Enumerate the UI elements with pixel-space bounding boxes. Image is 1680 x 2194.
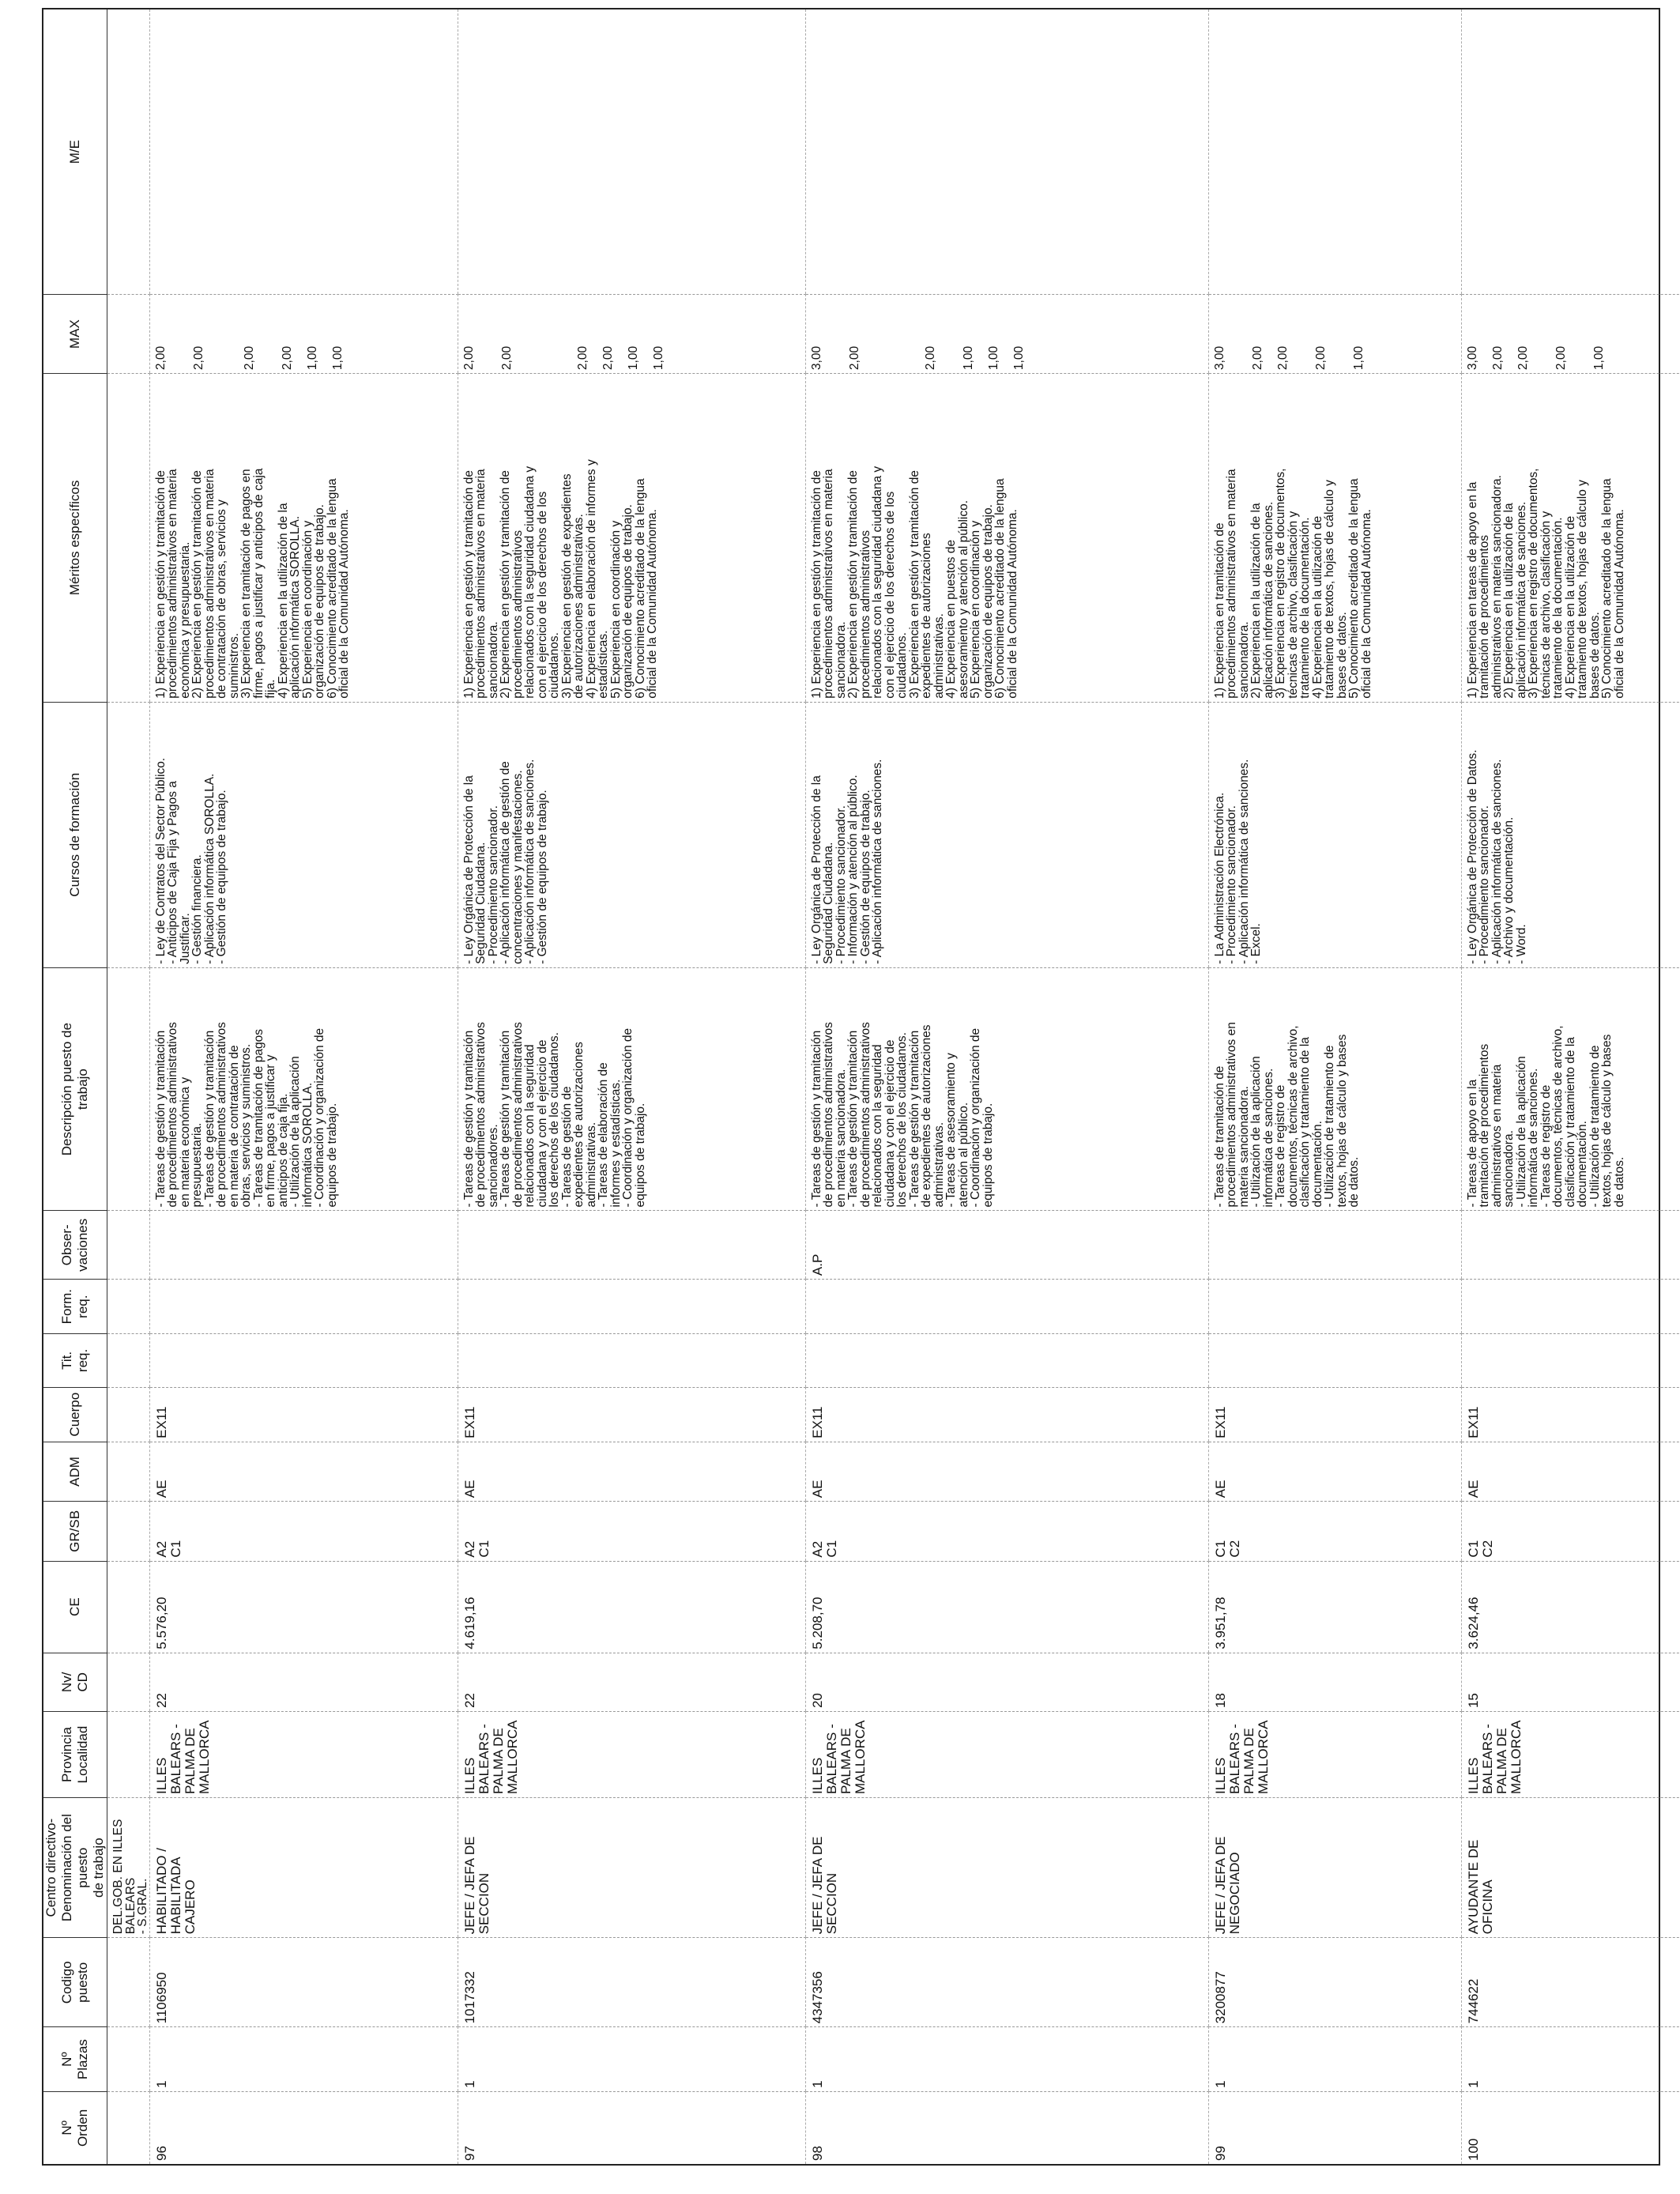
cell-denominacion: JEFE / JEFA DE NEGOCIADO [1208,1798,1461,1938]
job-positions-table [43,9,1680,2164]
header-obs: Obser- vaciones [43,1211,107,1280]
cell-grsb: A2 C1 [149,1502,458,1561]
cell-max: 3,00 2,00 2,00 1,00 1,00 1,00 [805,295,1208,374]
cell-denominacion: HABILITADO / HABILITADA CAJERO [149,1798,458,1938]
table-row [1461,9,1680,2164]
cell-provincia: ILLES BALEARS - PALMA DE MALLORCA [1208,1712,1461,1798]
cell-descripcion: - Tareas de tramitación de procedimientos administrativos en materia sancionadora. - Utilización de la aplicación informática de sanciones. - Tareas de registro de documentos, técnicas de archivo, clasificación y tratamiento de la documentación. - Utilización de tratamiento de textos, hojas de cálculo y bases de datos. [1208,967,1461,1211]
cell-ce: 4.619,16 [458,1561,805,1653]
group-label: DEL.GOB. EN ILLES BALEARS - S.GRAL. [107,1798,150,1938]
cell-cursos: - La Administración Electrónica. - Procedimiento sancionador. - Aplicación informática de sanciones. - Excel. [1208,702,1461,967]
cell-plazas: 1 [1461,2027,1680,2091]
cell-grsb: C1 C2 [1208,1502,1461,1561]
cell-tit [805,1334,1208,1387]
cell-plazas: 1 [805,2027,1208,2091]
cell-provincia: ILLES BALEARS - PALMA DE MALLORCA [458,1712,805,1798]
header-meritos: Méritos específicos [43,374,107,703]
cell-obs [1461,1211,1680,1280]
cell-denominacion: AYUDANTE DE OFICINA [1461,1798,1680,1938]
cell-codigo: 1106950 [149,1938,458,2027]
header-cuerpo: Cuerpo [43,1387,107,1442]
cell-cuerpo: EX11 [805,1387,1208,1442]
cell-cursos: - Ley Orgánica de Protección de la Seguridad Ciudadana. - Procedimiento sancionador. - Información y atención al público. - Gestión de equipos de trabajo. - Aplicación informática de sanciones. [805,702,1208,967]
document-page [42,8,1660,2166]
cell-ce: 5.208,70 [805,1561,1208,1653]
cell-plazas: 1 [458,2027,805,2091]
cell-descripcion: - Tareas de gestión y tramitación de procedimientos administrativos en materia sancionadora. - Tareas de gestión y tramitación de procedimientos administrativos relacionados con la seguridad ciudadana y con el ejercicio de los derechos de los ciudadanos. - Tareas de gestión y tramitación de expedientes de autorizaciones administrativas. - Tareas de asesoramiento y atención al público. - Coordinación y organización de equipos de trabajo. [805,967,1208,1211]
group-row [107,9,150,2164]
header-centro: Centro directivo- Denominación del puesto de trabajo [43,1798,107,1938]
cell-plazas: 1 [1208,2027,1461,2091]
cell-meritos: 1) Experiencia en gestión y tramitación de procedimientos administrativos en materia sancionadora. 2) Experiencia en gestión y tramitación de procedimientos administrativos relacionados con la seguridad ciudadana y con el ejercicio de los derechos de los ciudadanos. 3) Experiencia en gestión y tramitación de expedientes de autorizaciones administrativas. 4) Experiencia en puestos de asesoramiento y atención al público. 5) Experiencia en coordinación y organización de equipos de trabajo. 6) Conocimiento acreditado de la lengua oficial de la Comunidad Autónoma. [805,374,1208,703]
cell-codigo: 3200877 [1208,1938,1461,2027]
cell-cuerpo: EX11 [458,1387,805,1442]
cell-grsb: A2 C1 [805,1502,1208,1561]
cell-grsb: C1 C2 [1461,1502,1680,1561]
cell-me [458,9,805,295]
table-row [805,9,1208,2164]
cell-form [1208,1280,1461,1334]
cell-meritos: 1) Experiencia en tareas de apoyo en la tramitación de procedimientos administrativos en materia sancionadora. 2) Experiencia en la utilización de la aplicación informática de sanciones. 3) Experiencia en registro de documentos, técnicas de archivo, clasificación y tratamiento de la documentación. 4) Experiencia en la utilización de tratamiento de textos, hojas de cálculo y bases de datos. 5) Conocimiento acreditado de la lengua oficial de la Comunidad Autónoma. [1461,374,1680,703]
header-provincia: Provincia Localidad [43,1712,107,1798]
cell-orden: 100 [1461,2091,1680,2164]
cell-obs [1208,1211,1461,1280]
cell-tit [458,1334,805,1387]
cell-meritos: 1) Experiencia en gestión y tramitación de procedimientos administrativos en materia económica y presupuestaria. 2) Experiencia en gestión y tramitación de procedimientos administrativos en materia de contratación de obras, servicios y suministros. 3) Experiencia en tramitación de pagos en firme, pagos a justificar y anticipos de caja fija. 4) Experiencia en la utilización de la aplicación informática SOROLLA. 5) Experiencia en coordinación y organización de equipos de trabajo. 6) Conocimiento acreditado de la lengua oficial de la Comunidad Autónoma. [149,374,458,703]
header-orden: Nº Orden [43,2091,107,2164]
cell-descripcion: - Tareas de gestión y tramitación de procedimientos administrativos sancionadores. - Tareas de gestión y tramitación de procedimientos administrativos relacionados con la seguridad ciudadana y con el ejercicio de los derechos de los ciudadanos. - Tareas de gestión de expedientes de autorizaciones administrativas. - Tareas de elaboración de informes y estadísticas. - Coordinación y organización de equipos de trabajo. [458,967,805,1211]
cell-denominacion: JEFE / JEFA DE SECCION [458,1798,805,1938]
cell-denominacion: JEFE / JEFA DE SECCION [805,1798,1208,1938]
cell-provincia: ILLES BALEARS - PALMA DE MALLORCA [805,1712,1208,1798]
cell-orden: 98 [805,2091,1208,2164]
cell-provincia: ILLES BALEARS - PALMA DE MALLORCA [1461,1712,1680,1798]
cell-orden: 97 [458,2091,805,2164]
cell-adm: AE [149,1442,458,1501]
header-ce: CE [43,1561,107,1653]
cell-cursos: - Ley Orgánica de Protección de Datos. - Procedimiento sancionador. - Aplicación informática de sanciones. - Archivo y documentación. - Word. [1461,702,1680,967]
cell-cursos: - Ley de Contratos del Sector Público. - Anticipos de Caja Fija y Pagos a Justificar. - Gestión financiera. - Aplicación informática SOROLLA. - Gestión de equipos de trabajo. [149,702,458,967]
cell-form [805,1280,1208,1334]
cell-descripcion: - Tareas de gestión y tramitación de procedimientos administrativos en materia económica y presupuestaria. - Tareas de gestión y tramitación de procedimientos administrativos en materia de contratación de obras, servicios y suministros. - Tareas de tramitación de pagos en firme, pagos a justificar y anticipos de caja fija. - Utilización de la aplicación informática SOROLLA. - Coordinación y organización de equipos de trabajo. [149,967,458,1211]
cell-ce: 3.951,78 [1208,1561,1461,1653]
header-cursos: Cursos de formación [43,702,107,967]
cell-adm: AE [1208,1442,1461,1501]
cell-adm: AE [805,1442,1208,1501]
cell-meritos: 1) Experiencia en gestión y tramitación de procedimientos administrativos en materia sancionadora. 2) Experiencia en gestión y tramitación de procedimientos administrativos relacionados con la seguridad ciudadana y con el ejercicio de los derechos de los ciudadanos. 3) Experiencia en gestión de expedientes de autorizaciones administrativas. 4) Experiencia en elaboración de informes y estadísticas. 5) Experiencia en coordinación y organización de equipos de trabajo. 6) Conocimiento acreditado de la lengua oficial de la Comunidad Autónoma. [458,374,805,703]
cell-max: 3,00 2,00 2,00 2,00 1,00 [1208,295,1461,374]
rotated-table-canvas [43,9,1659,2164]
header-max: MAX [43,295,107,374]
cell-tit [1461,1334,1680,1387]
cell-me [1461,9,1680,295]
header-descripcion: Descripción puesto de trabajo [43,967,107,1211]
cell-form [458,1280,805,1334]
table-row [458,9,805,2164]
cell-adm: AE [1461,1442,1680,1501]
cell-cuerpo: EX11 [1208,1387,1461,1442]
header-codigo: Codigo puesto [43,1938,107,2027]
cell-form [1461,1280,1680,1334]
cell-tit [149,1334,458,1387]
cell-tit [1208,1334,1461,1387]
header-grsb: GR/SB [43,1502,107,1561]
cell-adm: AE [458,1442,805,1501]
cell-max: 3,00 2,00 2,00 2,00 1,00 [1461,295,1680,374]
cell-max: 2,00 2,00 2,00 2,00 1,00 1,00 [149,295,458,374]
header-tit: Tit. req. [43,1334,107,1387]
cell-me [149,9,458,295]
header-form: Form. req. [43,1280,107,1334]
table-row [1208,9,1461,2164]
cell-plazas: 1 [149,2027,458,2091]
cell-me [805,9,1208,295]
cell-me [1208,9,1461,295]
cell-ce: 5.576,20 [149,1561,458,1653]
cell-ce: 3.624,46 [1461,1561,1680,1653]
cell-orden: 96 [149,2091,458,2164]
cell-cursos: - Ley Orgánica de Protección de la Seguridad Ciudadana. - Procedimiento sancionador. - Aplicación informática de gestión de concentraciones y manifestaciones. - Aplicación informática de sanciones. - Gestión de equipos de trabajo. [458,702,805,967]
header-nivel: Nv/ CD [43,1653,107,1711]
header-me: M/E [43,9,107,295]
cell-codigo: 1017332 [458,1938,805,2027]
cell-codigo: 744622 [1461,1938,1680,2027]
cell-nivel: 22 [149,1653,458,1711]
cell-nivel: 20 [805,1653,1208,1711]
cell-meritos: 1) Experiencia en tramitación de procedimientos administrativos en materia sancionadora. 2) Experiencia en la utilización de la aplicación informática de sanciones. 3) Experiencia en registro de documentos, técnicas de archivo, clasificación y tratamiento de la documentación. 4) Experiencia en la utilización de tratamiento de textos, hojas de cálculo y bases de datos. 5) Conocimiento acreditado de la lengua oficial de la Comunidad Autónoma. [1208,374,1461,703]
cell-grsb: A2 C1 [458,1502,805,1561]
cell-orden: 99 [1208,2091,1461,2164]
cell-nivel: 18 [1208,1653,1461,1711]
header-adm: ADM [43,1442,107,1501]
cell-obs: A.P [805,1211,1208,1280]
cell-obs [458,1211,805,1280]
table-row [149,9,458,2164]
cell-nivel: 22 [458,1653,805,1711]
cell-cuerpo: EX11 [1461,1387,1680,1442]
header-plazas: Nº Plazas [43,2027,107,2091]
cell-nivel: 15 [1461,1653,1680,1711]
cell-form [149,1280,458,1334]
cell-obs [149,1211,458,1280]
cell-max: 2,00 2,00 2,00 2,00 1,00 1,00 [458,295,805,374]
cell-descripcion: - Tareas de apoyo en la tramitación de procedimientos administrativos en materia sancionadora. - Utilización de la aplicación informática de sanciones. - Tareas de registro de documentos, técnicas de archivo, clasificación y tratamiento de la documentación. - Utilización de tratamiento de textos, hojas de cálculo y bases de datos. [1461,967,1680,1211]
cell-codigo: 4347356 [805,1938,1208,2027]
cell-cuerpo: EX11 [149,1387,458,1442]
cell-provincia: ILLES BALEARS - PALMA DE MALLORCA [149,1712,458,1798]
